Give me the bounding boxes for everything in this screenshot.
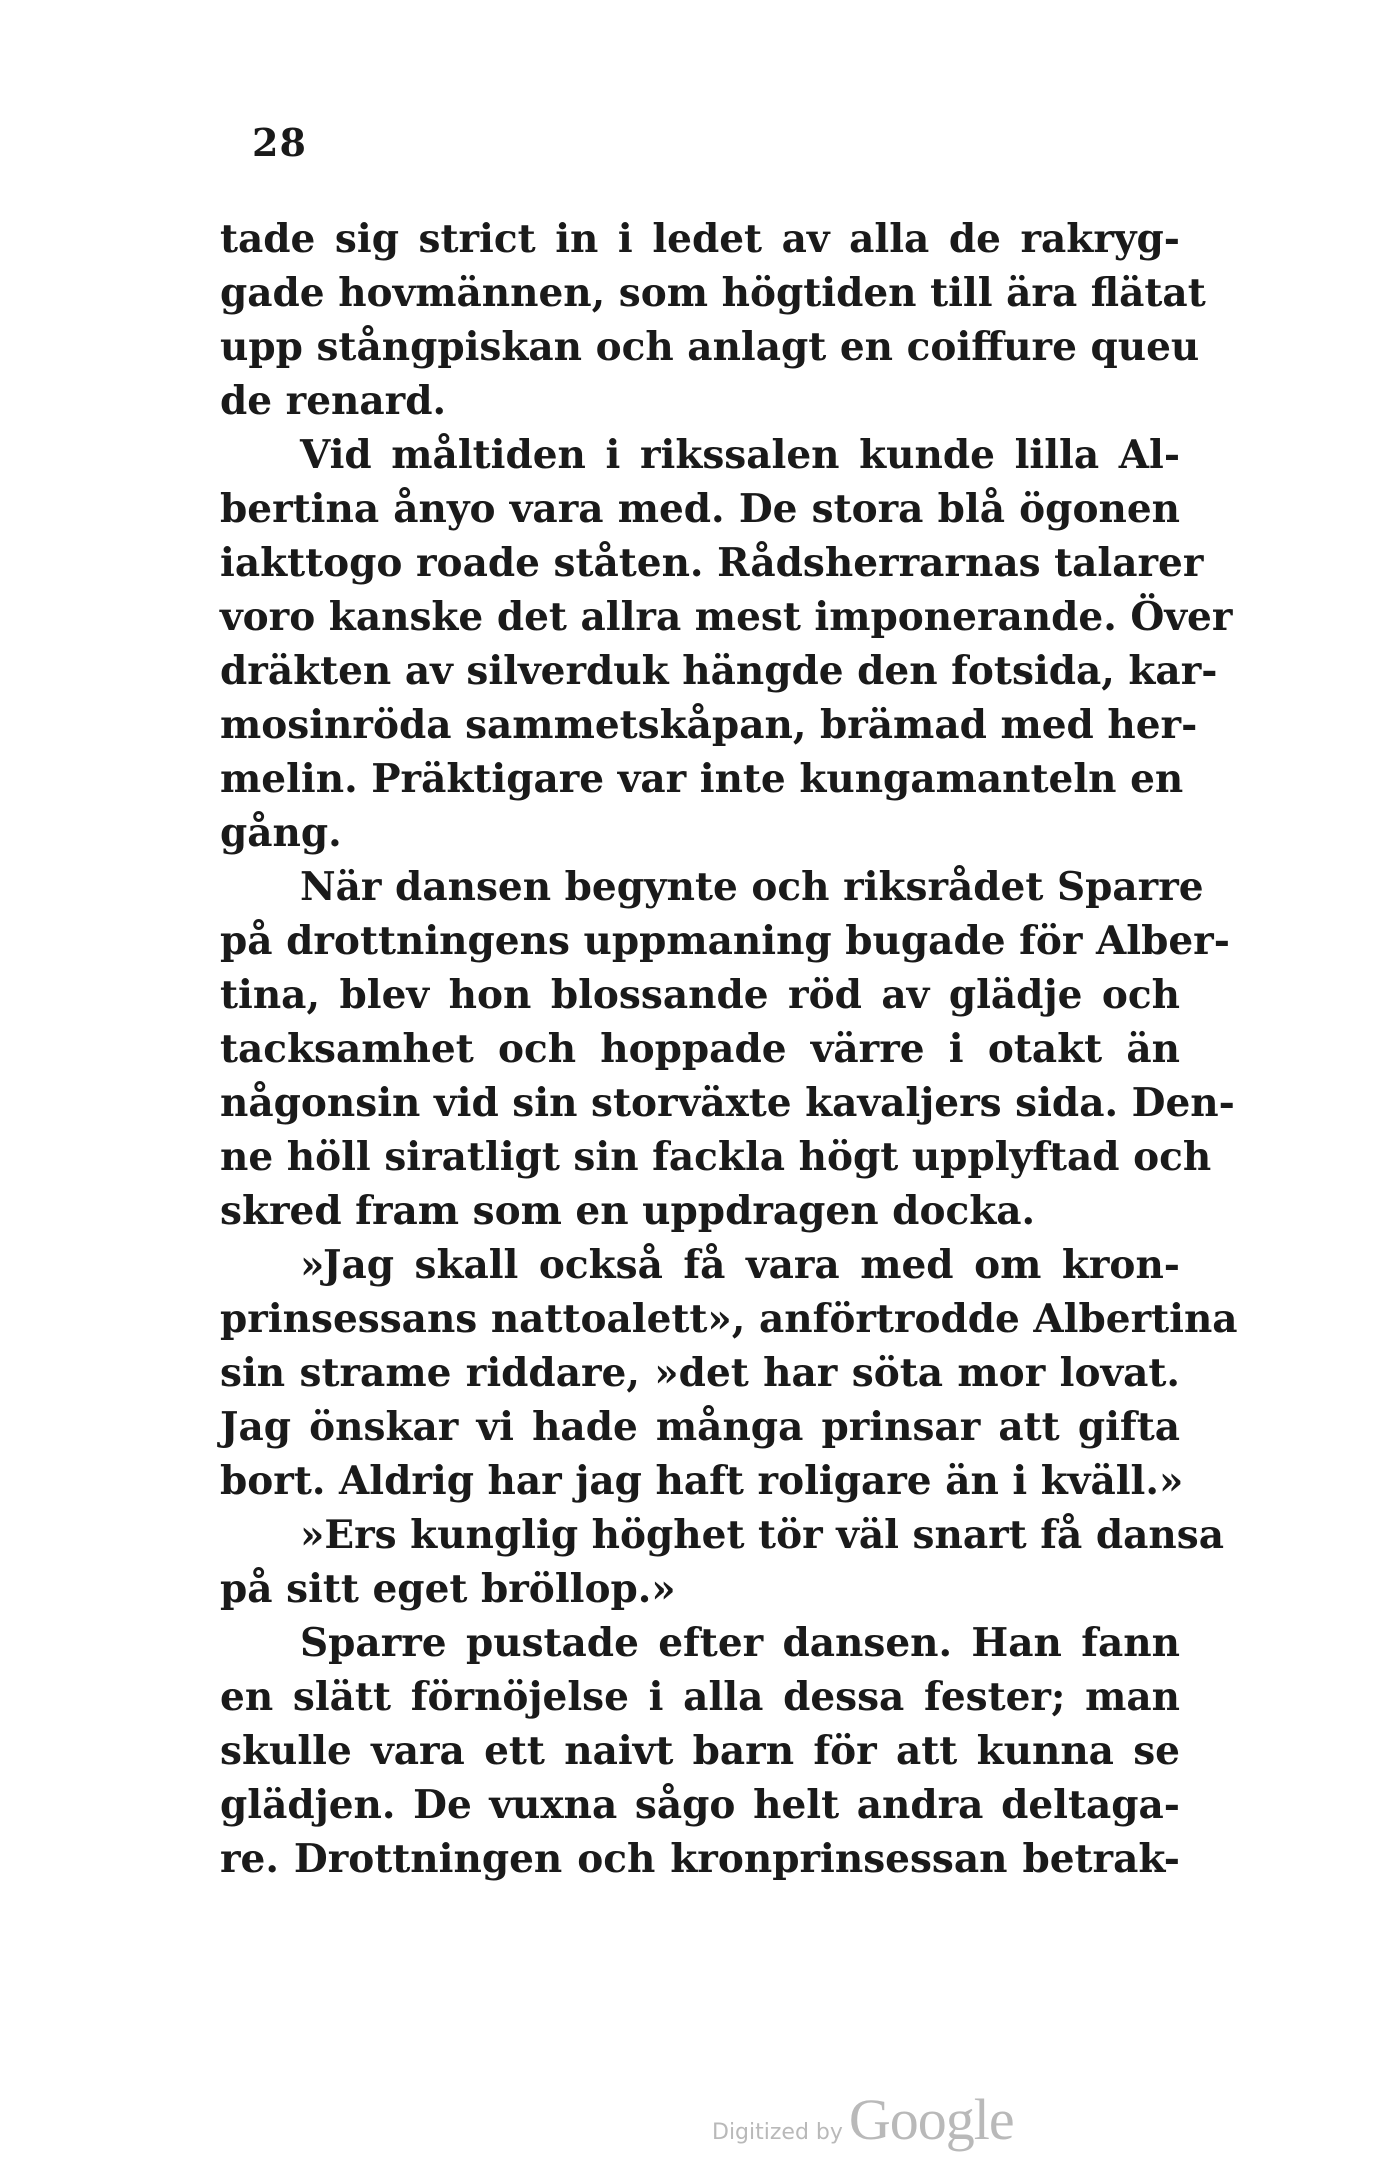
text-line: melin. Präktigare var inte kungamanteln en (220, 756, 1184, 802)
text-line: dräkten av silverduk hängde den fotsida, kar- (220, 648, 1218, 694)
text-line: på sitt eget bröllop.» (220, 1566, 676, 1612)
text-line: mosinröda sammetskåpan, brämad med her- (220, 702, 1198, 748)
page-number: 28 (252, 120, 307, 165)
watermark-prefix: Digitized by (712, 2120, 843, 2145)
text-line: skulle vara ett naivt barn för att kunna se (220, 1728, 1180, 1774)
text-line: tade sig strict in i ledet av alla de rakryg- (220, 216, 1180, 262)
text-line: upp stångpiskan och anlagt en coiffure queu (220, 324, 1200, 370)
text-line: När dansen begynte och riksrådet Sparre (300, 864, 1204, 910)
text-line: iakttogo roade ståten. Rådsherrarnas talarer (220, 540, 1204, 586)
text-line: Vid måltiden i rikssalen kunde lilla Al- (300, 432, 1180, 478)
text-line: bertina ånyo vara med. De stora blå ögonen (220, 486, 1180, 532)
text-line: på drottningens uppmaning bugade för Alber- (220, 918, 1230, 964)
text-line: re. Drottningen och kronprinsessan betrak- (220, 1836, 1180, 1882)
text-line: Sparre pustade efter dansen. Han fann (300, 1620, 1180, 1666)
text-line: sin strame riddare, »det har söta mor lovat. (220, 1350, 1180, 1396)
text-line: någonsin vid sin storväxte kavaljers sida. Den- (220, 1080, 1235, 1126)
google-logo: Google (848, 2087, 1014, 2152)
text-line: Jag önskar vi hade många prinsar att gifta (220, 1404, 1180, 1450)
text-line: »Ers kunglig höghet tör väl snart få dansa (300, 1512, 1225, 1558)
text-line: glädjen. De vuxna sågo helt andra deltaga- (220, 1782, 1180, 1828)
text-line: voro kanske det allra mest imponerande. Över (220, 594, 1233, 640)
text-line: prinsessans nattoalett», anförtrodde Albertina (220, 1296, 1238, 1342)
body-text (220, 212, 1238, 1886)
text-line: gång. (220, 810, 342, 856)
text-line: tacksamhet och hoppade värre i otakt än (220, 1026, 1180, 1072)
text-line: »Jag skall också få vara med om kron- (300, 1242, 1180, 1288)
digitized-by-watermark (712, 2086, 1014, 2153)
text-line: gade hovmännen, som högtiden till ära flätat (220, 270, 1206, 316)
text-line: bort. Aldrig har jag haft roligare än i kväll.» (220, 1458, 1184, 1504)
text-line: de renard. (220, 378, 447, 424)
text-line: skred fram som en uppdragen docka. (220, 1188, 1036, 1234)
text-line: en slätt förnöjelse i alla dessa fester; man (220, 1674, 1180, 1720)
text-line: ne höll siratligt sin fackla högt upplyftad och (220, 1134, 1212, 1180)
text-line: tina, blev hon blossande röd av glädje och (220, 972, 1180, 1018)
